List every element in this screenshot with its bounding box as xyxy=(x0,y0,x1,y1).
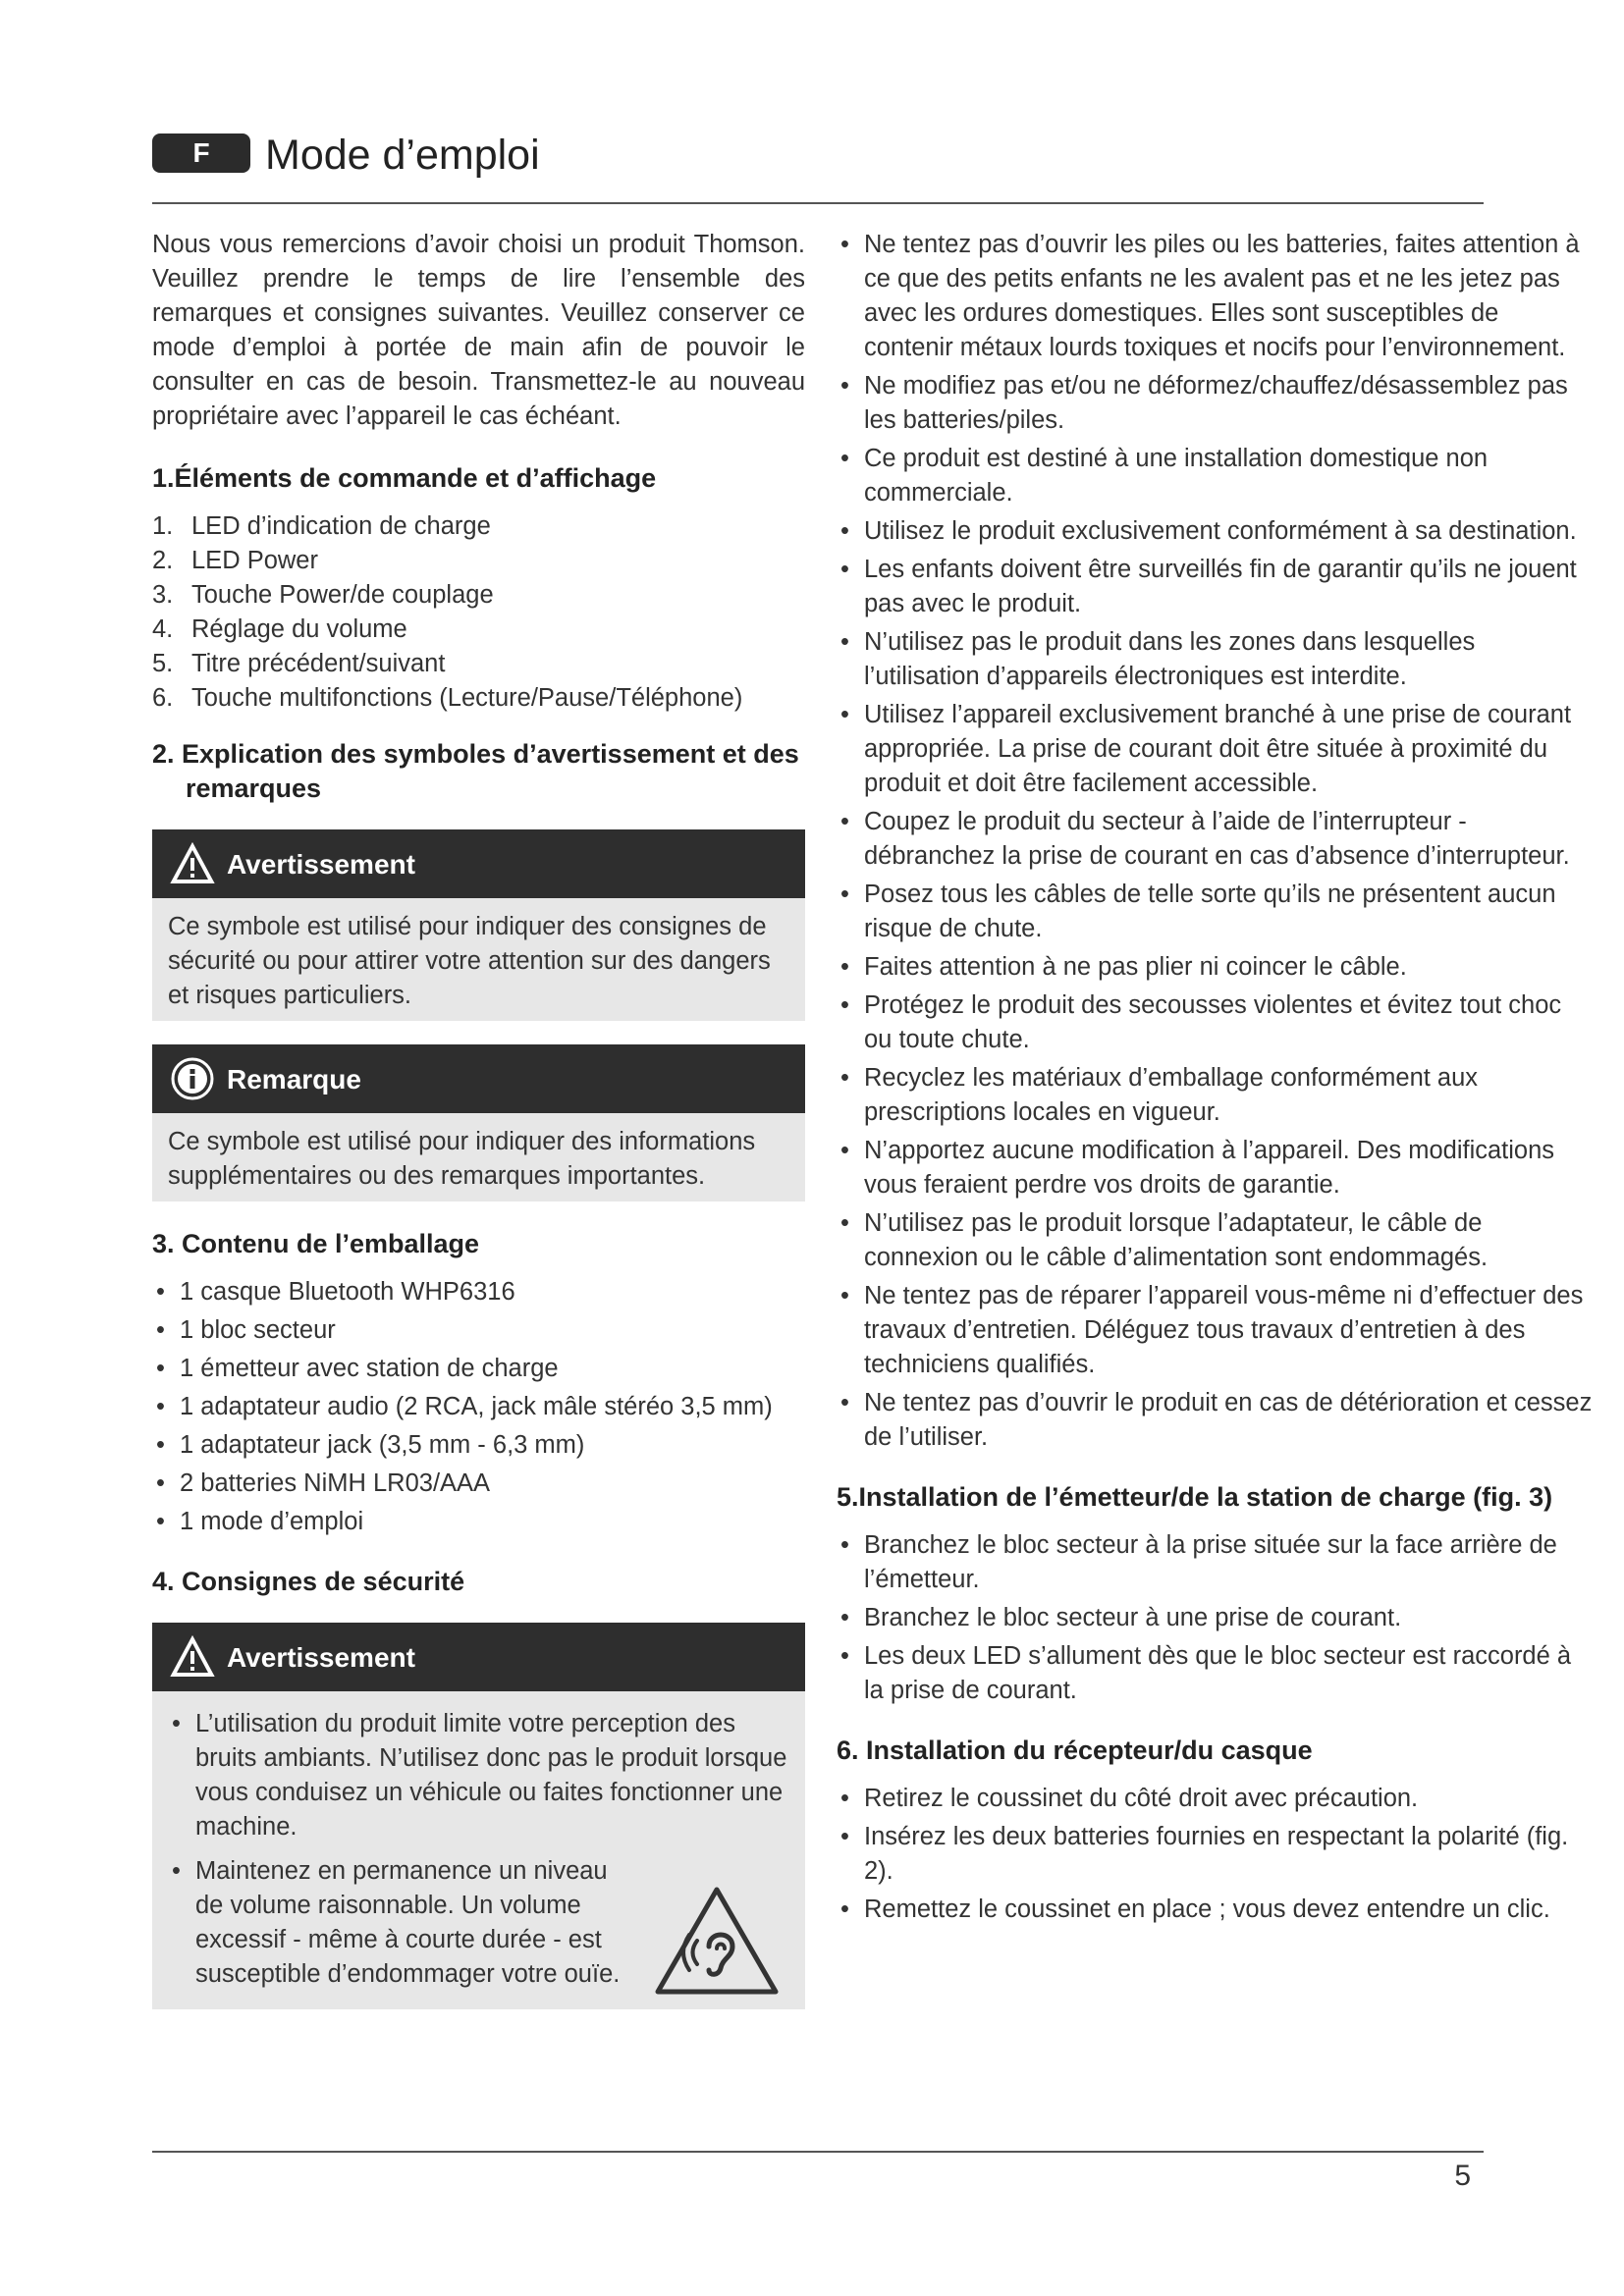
list-item: • Utilisez l’appareil exclusivement branché à une prise de courant appropriée. La prise de courant doit être située à proximité du produit et doit être facilement accessible. xyxy=(837,698,1593,801)
list-item: • Branchez le bloc secteur à la prise située sur la face arrière de l’émetteur. xyxy=(837,1528,1593,1597)
section-6-title: 6. Installation du récepteur/du casque xyxy=(837,1735,1313,1765)
list-item: • Faites attention à ne pas plier ni coincer le câble. xyxy=(837,950,1593,985)
transmitter-install-list xyxy=(837,1528,1593,1708)
list-item: • Ce produit est destiné à une installation domestique non commerciale. xyxy=(837,442,1593,510)
list-item: 3. Touche Power/de couplage xyxy=(152,581,494,609)
section-2-title: 2. Explication des symboles d’avertissement et des remarques xyxy=(152,739,799,803)
page-header xyxy=(152,130,1484,204)
list-item: • Protégez le produit des secousses violentes et évitez tout choc ou toute chute. xyxy=(837,988,1593,1057)
list-item: • 1 adaptateur jack (3,5 mm - 6,3 mm) xyxy=(152,1428,805,1463)
list-item: • 1 mode d’emploi xyxy=(152,1505,805,1539)
warning-text: Ce symbole est utilisé pour indiquer des consignes de sécurité ou pour attirer votre attention sur des dangers et risques particuliers. xyxy=(168,913,771,1009)
warning-triangle-icon xyxy=(170,841,215,886)
safety-warning-label: Avertissement xyxy=(227,1641,415,1673)
list-item: • Remettez le coussinet en place ; vous devez entendre un clic. xyxy=(837,1893,1593,1927)
intro-paragraph: Nous vous remercions d’avoir choisi un produit Thomson. Veuillez prendre le temps de lire l’ensemble des remarques et consignes suivantes. Veuillez conserver ce mode d’emploi à portée de main afin de pouvoir le consulter en cas de besoin. Transmettez-le au nouveau propriétaire avec l’appareil le cas échéant. xyxy=(152,231,805,430)
list-item: • Insérez les deux batteries fournies en respectant la polarité (fig. 2). xyxy=(837,1820,1593,1889)
warning-bar xyxy=(152,829,805,898)
warning-text-box xyxy=(152,898,805,1021)
note-label: Remarque xyxy=(227,1063,361,1095)
list-item: • Posez tous les câbles de telle sorte qu’ils ne présentent aucun risque de chute. xyxy=(837,878,1593,946)
list-item: • 1 bloc secteur xyxy=(152,1313,805,1348)
list-item: 1. LED d’indication de charge xyxy=(152,512,491,540)
warning-triangle-icon xyxy=(170,1634,215,1680)
footer-divider xyxy=(152,2151,1484,2153)
list-item: • Retirez le coussinet du côté droit avec précaution. xyxy=(837,1782,1593,1816)
list-item: • 1 émetteur avec station de charge xyxy=(152,1352,805,1386)
list-item: • Maintenez en permanence un niveau de volume raisonnable. Un volume excessif - même à courte durée - est susceptible d’endommager votre ouïe. xyxy=(168,1854,789,1992)
list-item: • Les deux LED s’allument dès que le bloc secteur est raccordé à la prise de courant. xyxy=(837,1639,1593,1708)
list-item: 2. LED Power xyxy=(152,547,318,574)
list-item: 5. Titre précédent/suivant xyxy=(152,650,446,677)
section-4-title: 4. Consignes de sécurité xyxy=(152,1567,465,1596)
list-item: • N’apportez aucune modification à l’appareil. Des modifications vous feraient perdre vos droits de garantie. xyxy=(837,1134,1593,1202)
list-item: • Branchez le bloc secteur à une prise de courant. xyxy=(837,1601,1593,1635)
receiver-install-list xyxy=(837,1782,1593,1927)
package-contents-list xyxy=(152,1275,805,1539)
list-item: 4. Réglage du volume xyxy=(152,615,407,643)
language-badge: F xyxy=(152,133,250,173)
note-text: Ce symbole est utilisé pour indiquer des informations supplémentaires ou des remarques importantes. xyxy=(168,1128,756,1190)
list-item: • N’utilisez pas le produit dans les zones dans lesquelles l’utilisation d’appareils électroniques est interdite. xyxy=(837,625,1593,694)
note-text-box xyxy=(152,1113,805,1201)
controls-list xyxy=(152,509,805,716)
info-icon xyxy=(170,1056,215,1101)
list-item: 6. Touche multifonctions (Lecture/Pause/Téléphone) xyxy=(152,684,743,712)
section-5-title: 5.Installation de l’émetteur/de la station de charge (fig. 3) xyxy=(837,1482,1553,1512)
hearing-damage-icon xyxy=(654,1886,780,1996)
page-number: 5 xyxy=(1454,2160,1471,2192)
list-item: • 2 batteries NiMH LR03/AAA xyxy=(152,1467,805,1501)
section-1-title: 1.Éléments de commande et d’affichage xyxy=(152,463,657,493)
left-column xyxy=(152,228,805,2009)
list-item: • 1 adaptateur audio (2 RCA, jack mâle stéréo 3,5 mm) xyxy=(152,1390,805,1424)
list-item: • 1 casque Bluetooth WHP6316 xyxy=(152,1275,805,1309)
list-item: • L’utilisation du produit limite votre perception des bruits ambiants. N’utilisez donc pas le produit lorsque vous conduisez un véhicule ou faites fonctionner une machine. xyxy=(168,1707,789,1844)
right-column xyxy=(837,228,1593,1931)
note-bar xyxy=(152,1044,805,1113)
safety-warning-box xyxy=(152,1691,805,2009)
list-item: • N’utilisez pas le produit lorsque l’adaptateur, le câble de connexion ou le câble d’alimentation sont endommagés. xyxy=(837,1206,1593,1275)
list-item: • Ne tentez pas d’ouvrir le produit en cas de détérioration et cessez de l’utiliser. xyxy=(837,1386,1593,1455)
safety-instructions-list xyxy=(837,228,1593,1455)
list-item: • Ne tentez pas de réparer l’appareil vous-même ni d’effectuer des travaux d’entretien. Déléguez tous travaux d’entretien à des techniciens qualifiés. xyxy=(837,1279,1593,1382)
safety-warning-bar xyxy=(152,1623,805,1691)
list-item: • Coupez le produit du secteur à l’aide de l’interrupteur - débranchez la prise de courant en cas d’absence d’interrupteur. xyxy=(837,805,1593,874)
section-3-title: 3. Contenu de l’emballage xyxy=(152,1229,480,1258)
header-divider xyxy=(152,202,1484,204)
page-title: Mode d’emploi xyxy=(265,132,540,179)
warning-label: Avertissement xyxy=(227,848,415,880)
list-item: • Recyclez les matériaux d’emballage conformément aux prescriptions locales en vigueur. xyxy=(837,1061,1593,1130)
list-item: • Utilisez le produit exclusivement conformément à sa destination. xyxy=(837,514,1593,549)
list-item: • Ne tentez pas d’ouvrir les piles ou les batteries, faites attention à ce que des petits enfants ne les avalent pas et ne les jetez pas avec les ordures domestiques. Elles sont susceptibles de contenir métaux lourds toxiques et nocifs pour l’environnement. xyxy=(837,228,1593,365)
list-item: • Les enfants doivent être surveillés fin de garantir qu’ils ne jouent pas avec le produit. xyxy=(837,553,1593,621)
list-item: • Ne modifiez pas et/ou ne déformez/chauffez/désassemblez pas les batteries/piles. xyxy=(837,369,1593,438)
